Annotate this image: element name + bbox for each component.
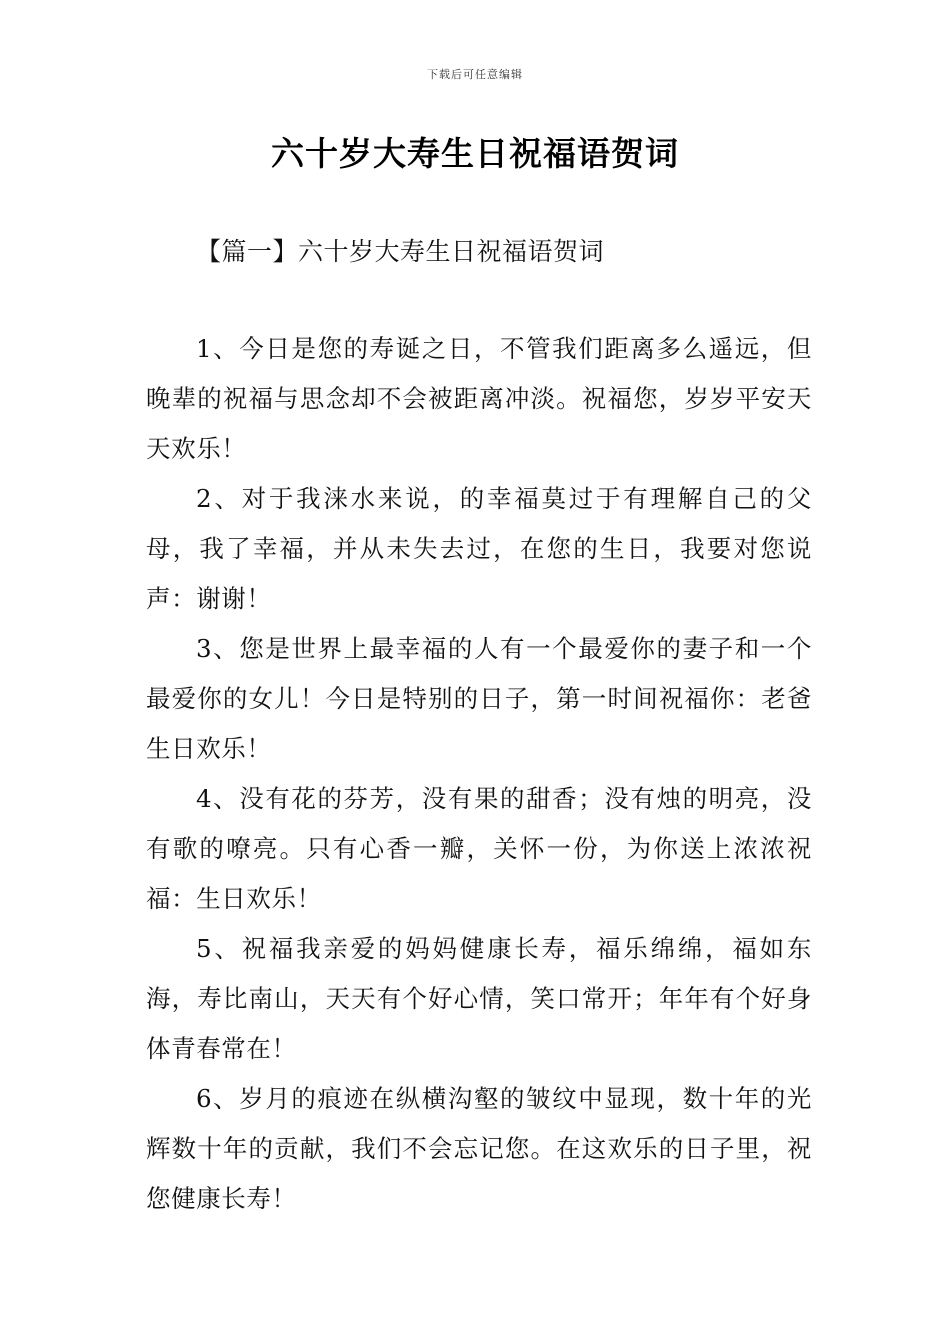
paragraph: 2、对于我涞水来说，的幸福莫过于有理解自己的父母，我了幸福，并从未失去过，在您的生日，我要对您说声：谢谢！ <box>146 484 812 613</box>
paragraph: 6、岁月的痕迹在纵横沟壑的皱纹中显现，数十年的光辉数十年的贡献，我们不会忘记您。在这欢乐的日子里，祝您健康长寿！ <box>146 1084 812 1213</box>
header-note: 下载后可任意编辑 <box>427 68 523 81</box>
section-heading: 【篇一】六十岁大寿生日祝福语贺词 <box>196 237 605 266</box>
paragraph: 3、您是世界上最幸福的人有一个最爱你的妻子和一个最爱你的女儿！今日是特别的日子，第一时间祝福你：老爸生日欢乐！ <box>146 634 812 763</box>
paragraph: 1、今日是您的寿诞之日，不管我们距离多么遥远，但晚辈的祝福与思念却不会被距离冲淡。祝福您，岁岁平安天天欢乐！ <box>146 334 812 463</box>
paragraph: 5、祝福我亲爱的妈妈健康长寿，福乐绵绵，福如东海，寿比南山，天天有个好心情，笑口常开；年年有个好身体青春常在！ <box>146 934 812 1063</box>
body-text <box>146 324 812 1224</box>
document-title: 六十岁大寿生日祝福语贺词 <box>271 134 679 173</box>
paragraph: 4、没有花的芬芳，没有果的甜香；没有烛的明亮，没有歌的嘹亮。只有心香一瓣，关怀一份，为你送上浓浓祝福：生日欢乐！ <box>146 784 812 913</box>
